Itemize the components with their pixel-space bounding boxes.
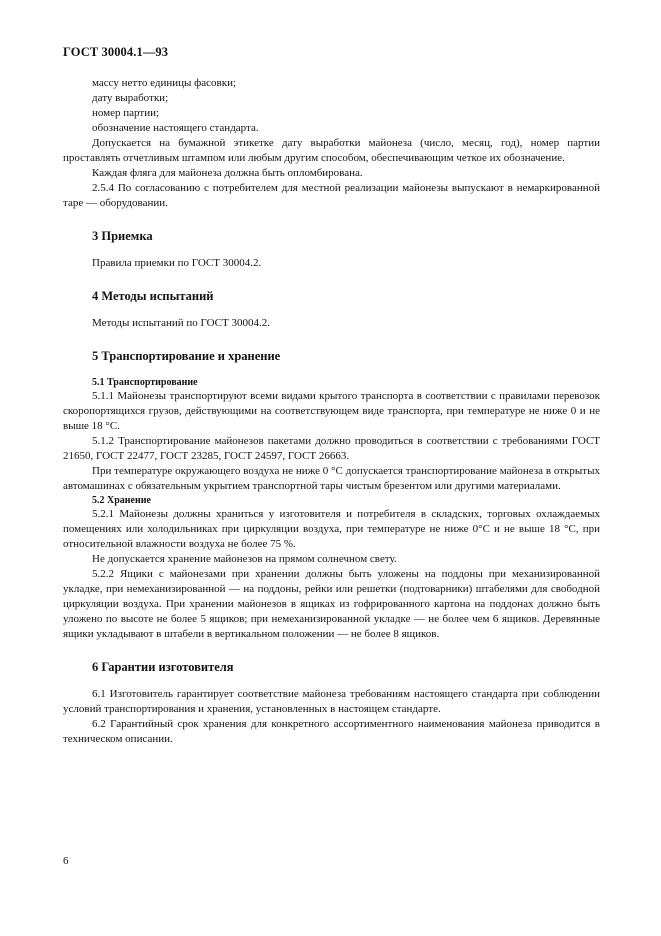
section-4-text: Методы испытаний по ГОСТ 30004.2. [92, 317, 270, 329]
paragraph-6-2: 6.2 Гарантийный срок хранения для конкретного ассортиментного наименования майонеза приводится в техническом описании. [63, 718, 600, 745]
paragraph-5-1-1: 5.1.1 Майонезы транспортируют всеми видами крытого транспорта в соответствии с правилами перевозок скоропортящихся грузов, действующими на соответствующем виде транспорта, при температуре не ниже 0 и не выше 18 °С. [63, 390, 600, 432]
subsection-5-2-title: 5.2 Хранение [92, 495, 151, 506]
paragraph-6-1: 6.1 Изготовитель гарантирует соответствие майонеза требованиям настоящего стандарта при соблюдении условий транспортирования и хранения, установленных в настоящем стандарте. [63, 688, 600, 715]
paragraph-batch-number: номер партии; [92, 107, 160, 119]
paragraph-5-2-1: 5.2.1 Майонезы должны храниться у изготовителя и потребителя в складских, торговых охлаждаемых помещениях или холодильниках при циркуляции воздуха, при температуре не ниже 0°С и не выше 18 °С, при относительной влажности воздуха не более 75 %. [63, 508, 600, 550]
paragraph-2-5-4: 2.5.4 По согласованию с потребителем для местной реализации майонезы выпускают в немаркированной таре — оборудовании. [63, 182, 600, 209]
paragraph-5-2-1-sunlight: Не допускается хранение майонезов на прямом солнечном свету. [92, 553, 397, 565]
document-body [63, 76, 600, 747]
page-number: 6 [63, 855, 69, 867]
section-4-title: 4 Методы испытаний [92, 289, 214, 303]
document-code-header: ГОСТ 30004.1—93 [63, 45, 169, 59]
paragraph-5-2-2: 5.2.2 Ящики с майонезами при хранении должны быть уложены на поддоны при механизированной укладке, при немеханизированной — на поддоны, рейки или решетки (подтоварники) штабелями для свободной циркуляции воздуха. При хранении майонезов в ящиках из гофрированного картона на поддонах должно быть уложено по высоте не более 5 ящиков; при немеханизированной укладке — не более чем 6 ящиков. Деревянные ящики укладывают в штабели в вертикальном положении — не более 8 ящиков. [63, 568, 600, 640]
paragraph-standard-designation: обозначение настоящего стандарта. [92, 122, 259, 134]
paragraph-5-1-2: 5.1.2 Транспортирование майонезов пакетами должно проводиться в соответствии с требованиями ГОСТ 21650, ГОСТ 22477, ГОСТ 23285, ГОСТ 24597, ГОСТ 26663. [63, 435, 600, 462]
paragraph-net-mass: массу нетто единицы фасовки; [92, 77, 237, 89]
section-5-title: 5 Транспортирование и хранение [92, 349, 281, 363]
section-6-title: 6 Гарантии изготовителя [92, 660, 234, 674]
section-3-text: Правила приемки по ГОСТ 30004.2. [92, 257, 262, 269]
paragraph-production-date: дату выработки; [92, 92, 169, 104]
paragraph-label-stamp: Допускается на бумажной этикетке дату выработки майонеза (число, месяц, год), номер партии проставлять отчетливым штампом или любым другим способом, обеспечивающим четкое их обозначение. [63, 137, 600, 164]
paragraph-flask-seal: Каждая фляга для майонеза должна быть опломбирована. [92, 167, 363, 179]
paragraph-5-1-2-open-vehicles: При температуре окружающего воздуха не ниже 0 °С допускается транспортирование майонеза в открытых автомашинах с обязательным укрытием транспортной тары чистым брезентом или другими материалами. [63, 465, 600, 492]
subsection-5-1-title: 5.1 Транспортирование [92, 377, 198, 388]
section-3-title: 3 Приемка [92, 229, 153, 243]
